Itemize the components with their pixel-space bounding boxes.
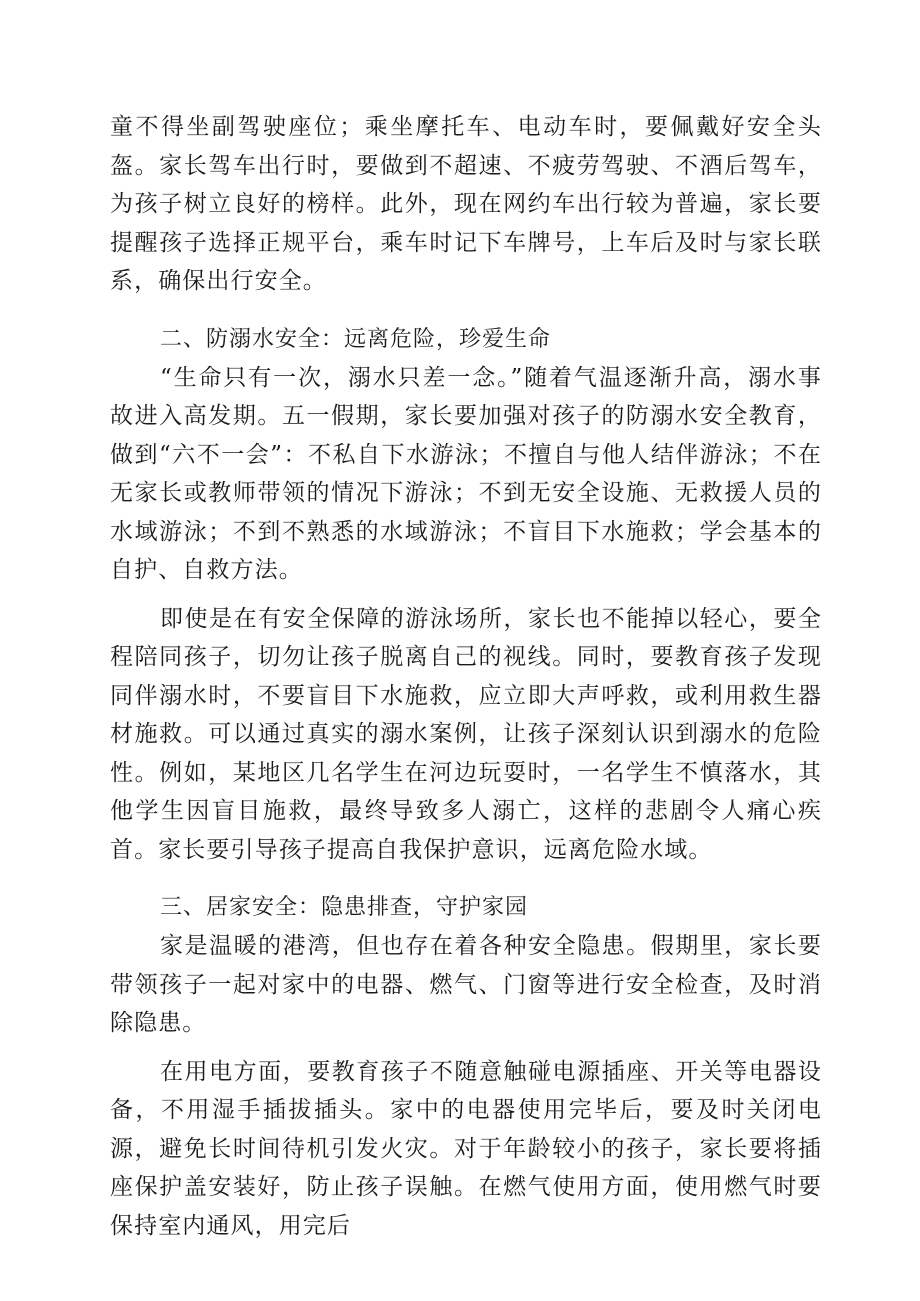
section-heading-home-safety: 三、居家安全：隐患排查，守护家园 [160, 895, 529, 920]
paragraph-drowning-supervision: 即使是在有安全保障的游泳场所，家长也不能掉以轻心，要全程陪同孩子，切勿让孩子脱离自己的视线。同时，要教育孩子发现同伴溺水时，不要盲目下水施救，应立即大声呼救，或利用救生器材施救。可以通过真实的溺水案例，让孩子深刻认识到溺水的危险性。例如，某地区几名学生在河边玩耍时，一名学生不慎落水，其他学生因盲目施救，最终导致多人溺亡，这样的悲剧令人痛心疾首。家长要引导孩子提高自我保护意识，远离危险水域。 [110, 605, 822, 863]
paragraph-electric-gas-safety: 在用电方面，要教育孩子不随意触碰电源插座、开关等电器设备，不用湿手插拔插头。家中的电器使用完毕后，要及时关闭电源，避免长时间待机引发火灾。对于年龄较小的孩子，家长要将插座保护盖安装好，防止孩子误触。在燃气使用方面，使用燃气时要保持室内通风，用完后 [110, 1058, 822, 1239]
section-heading-drowning-safety: 二、防溺水安全：远离危险，珍爱生命 [160, 326, 552, 352]
paragraph-home-inspection: 家是温暖的港湾，但也存在着各种安全隐患。假期里，家长要带领孩子一起对家中的电器、燃气、门窗等进行安全检查，及时消除隐患。 [110, 933, 822, 1036]
document-body [110, 108, 822, 1245]
paragraph-drowning-rules: “生命只有一次，溺水只差一念。”随着气温逐渐升高，溺水事故进入高发期。五一假期，家长要加强对孩子的防溺水安全教育，做到“六不一会”：不私自下水游泳；不擅自与他人结伴游泳；不在无家长或教师带领的情况下游泳；不到无安全设施、无救援人员的水域游泳；不到不熟悉的水域游泳；不盲目下水施救；学会基本的自护、自救方法。 [110, 364, 822, 583]
paragraph-vehicle-safety-continued: 童不得坐副驾驶座位；乘坐摩托车、电动车时，要佩戴好安全头盔。家长驾车出行时，要做到不超速、不疲劳驾驶、不酒后驾车，为孩子树立良好的榜样。此外，现在网约车出行较为普遍，家长要提醒孩子选择正规平台，乘车时记下车牌号，上车后及时与家长联系，确保出行安全。 [110, 114, 822, 294]
